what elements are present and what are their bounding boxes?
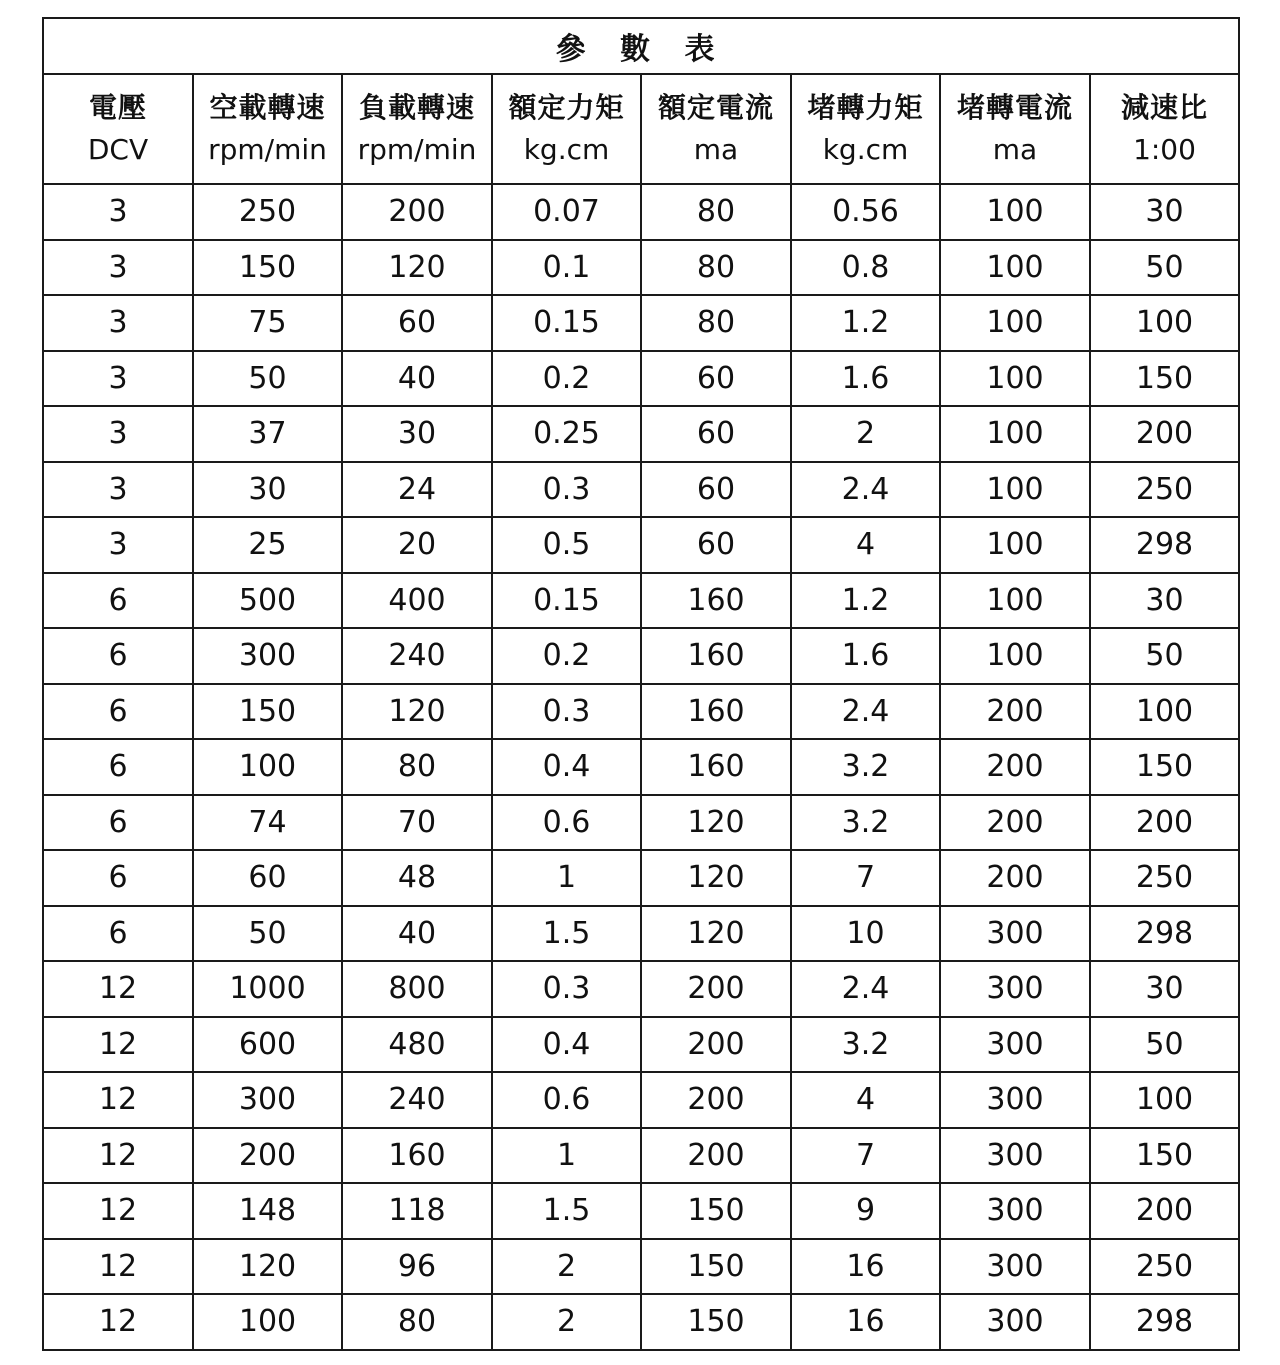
table-row bbox=[43, 351, 1239, 407]
column-header-unit: ma bbox=[992, 133, 1038, 166]
table-cell: 118 bbox=[342, 1183, 492, 1239]
table-cell: 200 bbox=[342, 184, 492, 240]
table-cell: 300 bbox=[940, 1239, 1090, 1295]
table-cell: 12 bbox=[43, 1072, 193, 1128]
table-cell: 9 bbox=[791, 1183, 940, 1239]
table-cell: 100 bbox=[940, 517, 1090, 573]
table-cell: 200 bbox=[1090, 1183, 1239, 1239]
table-cell: 6 bbox=[43, 573, 193, 629]
table-cell: 12 bbox=[43, 961, 193, 1017]
table-cell: 100 bbox=[940, 295, 1090, 351]
table-row bbox=[43, 1017, 1239, 1073]
table-row bbox=[43, 628, 1239, 684]
table-cell: 60 bbox=[641, 462, 791, 518]
table-cell: 100 bbox=[940, 573, 1090, 629]
table-cell: 148 bbox=[193, 1183, 342, 1239]
table-cell: 200 bbox=[641, 1017, 791, 1073]
table-cell: 300 bbox=[940, 1017, 1090, 1073]
table-cell: 30 bbox=[1090, 961, 1239, 1017]
column-header bbox=[940, 74, 1090, 184]
table-cell: 0.2 bbox=[492, 628, 641, 684]
table-cell: 300 bbox=[940, 1294, 1090, 1350]
table-cell: 120 bbox=[342, 240, 492, 296]
table-cell: 3 bbox=[43, 351, 193, 407]
table-cell: 300 bbox=[193, 628, 342, 684]
table-cell: 298 bbox=[1090, 517, 1239, 573]
table-cell: 30 bbox=[342, 406, 492, 462]
table-cell: 1 bbox=[492, 1128, 641, 1184]
table-cell: 3 bbox=[43, 240, 193, 296]
table-cell: 75 bbox=[193, 295, 342, 351]
table-cell: 60 bbox=[641, 406, 791, 462]
table-cell: 37 bbox=[193, 406, 342, 462]
table-cell: 7 bbox=[791, 850, 940, 906]
table-row bbox=[43, 1294, 1239, 1350]
table-cell: 0.3 bbox=[492, 961, 641, 1017]
table-cell: 250 bbox=[193, 184, 342, 240]
table-cell: 150 bbox=[641, 1239, 791, 1295]
table-cell: 100 bbox=[193, 1294, 342, 1350]
table-cell: 100 bbox=[940, 240, 1090, 296]
table-row bbox=[43, 906, 1239, 962]
table-cell: 200 bbox=[1090, 406, 1239, 462]
table-cell: 160 bbox=[342, 1128, 492, 1184]
table-cell: 200 bbox=[641, 1072, 791, 1128]
table-row bbox=[43, 573, 1239, 629]
table-cell: 25 bbox=[193, 517, 342, 573]
table-cell: 80 bbox=[342, 739, 492, 795]
table-cell: 200 bbox=[940, 684, 1090, 740]
column-header-label: 額定力矩 bbox=[508, 91, 625, 124]
table-cell: 0.6 bbox=[492, 795, 641, 851]
table-cell: 240 bbox=[342, 1072, 492, 1128]
table-row bbox=[43, 684, 1239, 740]
table-cell: 60 bbox=[342, 295, 492, 351]
table-cell: 100 bbox=[1090, 295, 1239, 351]
table-cell: 600 bbox=[193, 1017, 342, 1073]
table-cell: 50 bbox=[193, 351, 342, 407]
table-cell: 1.2 bbox=[791, 573, 940, 629]
table-body bbox=[43, 184, 1239, 1350]
table-cell: 60 bbox=[641, 517, 791, 573]
table-cell: 100 bbox=[940, 406, 1090, 462]
table-cell: 160 bbox=[641, 628, 791, 684]
table-cell: 150 bbox=[641, 1294, 791, 1350]
table-cell: 1.6 bbox=[791, 628, 940, 684]
table-cell: 80 bbox=[641, 295, 791, 351]
header-row bbox=[43, 74, 1239, 184]
table-row bbox=[43, 406, 1239, 462]
table-cell: 80 bbox=[342, 1294, 492, 1350]
table-row bbox=[43, 1128, 1239, 1184]
table-cell: 0.5 bbox=[492, 517, 641, 573]
table-cell: 200 bbox=[641, 1128, 791, 1184]
table-cell: 0.6 bbox=[492, 1072, 641, 1128]
column-header-unit: 1:00 bbox=[1133, 133, 1196, 166]
table-cell: 12 bbox=[43, 1239, 193, 1295]
table-cell: 3 bbox=[43, 184, 193, 240]
table-cell: 200 bbox=[641, 961, 791, 1017]
column-header-unit: kg.cm bbox=[822, 133, 909, 166]
table-cell: 60 bbox=[641, 351, 791, 407]
table-cell: 100 bbox=[1090, 1072, 1239, 1128]
table-row bbox=[43, 1072, 1239, 1128]
table-cell: 1.6 bbox=[791, 351, 940, 407]
table-title: 參 數 表 bbox=[43, 18, 1239, 74]
table-cell: 0.3 bbox=[492, 462, 641, 518]
parameter-table bbox=[42, 17, 1240, 1351]
column-header bbox=[342, 74, 492, 184]
table-row bbox=[43, 739, 1239, 795]
table-cell: 12 bbox=[43, 1017, 193, 1073]
table-cell: 300 bbox=[940, 1072, 1090, 1128]
table-row bbox=[43, 961, 1239, 1017]
table-cell: 0.56 bbox=[791, 184, 940, 240]
table-cell: 1.5 bbox=[492, 906, 641, 962]
table-cell: 300 bbox=[940, 961, 1090, 1017]
table-cell: 2.4 bbox=[791, 462, 940, 518]
table-cell: 2 bbox=[791, 406, 940, 462]
table-cell: 6 bbox=[43, 628, 193, 684]
column-header-unit: kg.cm bbox=[523, 133, 610, 166]
table-cell: 3 bbox=[43, 295, 193, 351]
table-cell: 16 bbox=[791, 1294, 940, 1350]
table-cell: 2.4 bbox=[791, 684, 940, 740]
table-cell: 300 bbox=[193, 1072, 342, 1128]
table-cell: 800 bbox=[342, 961, 492, 1017]
table-cell: 2.4 bbox=[791, 961, 940, 1017]
table-cell: 3 bbox=[43, 517, 193, 573]
column-header-label: 減速比 bbox=[1121, 91, 1209, 124]
table-cell: 3 bbox=[43, 462, 193, 518]
table-cell: 80 bbox=[641, 240, 791, 296]
table-cell: 7 bbox=[791, 1128, 940, 1184]
table-cell: 0.8 bbox=[791, 240, 940, 296]
table-cell: 12 bbox=[43, 1183, 193, 1239]
table-cell: 1.5 bbox=[492, 1183, 641, 1239]
column-header-label: 電壓 bbox=[88, 91, 147, 124]
table-cell: 200 bbox=[940, 795, 1090, 851]
table-cell: 6 bbox=[43, 684, 193, 740]
column-header-unit: rpm/min bbox=[357, 133, 477, 166]
table-cell: 150 bbox=[1090, 1128, 1239, 1184]
column-header bbox=[641, 74, 791, 184]
column-header-label: 堵轉電流 bbox=[956, 91, 1073, 124]
table-cell: 100 bbox=[1090, 684, 1239, 740]
table-cell: 20 bbox=[342, 517, 492, 573]
table-row bbox=[43, 517, 1239, 573]
table-cell: 298 bbox=[1090, 906, 1239, 962]
table-cell: 3.2 bbox=[791, 1017, 940, 1073]
table-cell: 12 bbox=[43, 1128, 193, 1184]
table-cell: 16 bbox=[791, 1239, 940, 1295]
table-row bbox=[43, 850, 1239, 906]
table-cell: 12 bbox=[43, 1294, 193, 1350]
table-cell: 120 bbox=[342, 684, 492, 740]
table-cell: 160 bbox=[641, 684, 791, 740]
table-cell: 2 bbox=[492, 1294, 641, 1350]
table-cell: 48 bbox=[342, 850, 492, 906]
table-cell: 250 bbox=[1090, 850, 1239, 906]
table-cell: 150 bbox=[641, 1183, 791, 1239]
table-cell: 200 bbox=[940, 739, 1090, 795]
table-cell: 300 bbox=[940, 906, 1090, 962]
table-cell: 400 bbox=[342, 573, 492, 629]
table-cell: 0.15 bbox=[492, 573, 641, 629]
column-header-label: 額定電流 bbox=[657, 91, 774, 124]
table-cell: 0.07 bbox=[492, 184, 641, 240]
column-header-label: 空載轉速 bbox=[209, 91, 326, 124]
table-cell: 30 bbox=[1090, 573, 1239, 629]
table-cell: 4 bbox=[791, 517, 940, 573]
column-header-unit: DCV bbox=[87, 133, 149, 166]
table-cell: 0.4 bbox=[492, 739, 641, 795]
table-cell: 250 bbox=[1090, 462, 1239, 518]
column-header bbox=[1090, 74, 1239, 184]
table-cell: 50 bbox=[193, 906, 342, 962]
table-cell: 80 bbox=[641, 184, 791, 240]
table-cell: 0.2 bbox=[492, 351, 641, 407]
table-cell: 300 bbox=[940, 1128, 1090, 1184]
table-cell: 480 bbox=[342, 1017, 492, 1073]
table-cell: 60 bbox=[193, 850, 342, 906]
table-cell: 240 bbox=[342, 628, 492, 684]
column-header-label: 負載轉速 bbox=[358, 91, 475, 124]
table-cell: 0.3 bbox=[492, 684, 641, 740]
table-cell: 160 bbox=[641, 573, 791, 629]
table-cell: 0.4 bbox=[492, 1017, 641, 1073]
table-cell: 50 bbox=[1090, 1017, 1239, 1073]
table-cell: 100 bbox=[940, 184, 1090, 240]
table-row bbox=[43, 184, 1239, 240]
column-header-unit: ma bbox=[693, 133, 739, 166]
table-cell: 1000 bbox=[193, 961, 342, 1017]
table-cell: 6 bbox=[43, 850, 193, 906]
table-cell: 50 bbox=[1090, 628, 1239, 684]
table-cell: 3 bbox=[43, 406, 193, 462]
table-cell: 24 bbox=[342, 462, 492, 518]
table-cell: 70 bbox=[342, 795, 492, 851]
table-cell: 0.15 bbox=[492, 295, 641, 351]
table-cell: 300 bbox=[940, 1183, 1090, 1239]
column-header bbox=[791, 74, 940, 184]
table-cell: 120 bbox=[641, 850, 791, 906]
table-cell: 100 bbox=[940, 462, 1090, 518]
table-cell: 500 bbox=[193, 573, 342, 629]
table-cell: 40 bbox=[342, 906, 492, 962]
table-cell: 10 bbox=[791, 906, 940, 962]
table-cell: 120 bbox=[641, 906, 791, 962]
column-header bbox=[193, 74, 342, 184]
table-cell: 96 bbox=[342, 1239, 492, 1295]
table-cell: 40 bbox=[342, 351, 492, 407]
table-cell: 0.25 bbox=[492, 406, 641, 462]
table-cell: 250 bbox=[1090, 1239, 1239, 1295]
title-row bbox=[43, 18, 1239, 74]
table-cell: 200 bbox=[193, 1128, 342, 1184]
table-cell: 2 bbox=[492, 1239, 641, 1295]
table-cell: 6 bbox=[43, 739, 193, 795]
table-cell: 200 bbox=[1090, 795, 1239, 851]
table-cell: 74 bbox=[193, 795, 342, 851]
table-cell: 100 bbox=[193, 739, 342, 795]
table-row bbox=[43, 295, 1239, 351]
column-header bbox=[492, 74, 641, 184]
table-cell: 120 bbox=[641, 795, 791, 851]
table-cell: 200 bbox=[940, 850, 1090, 906]
table-row bbox=[43, 462, 1239, 518]
table-cell: 30 bbox=[193, 462, 342, 518]
table-cell: 30 bbox=[1090, 184, 1239, 240]
table-cell: 160 bbox=[641, 739, 791, 795]
table-row bbox=[43, 1183, 1239, 1239]
table-cell: 100 bbox=[940, 351, 1090, 407]
column-header bbox=[43, 74, 193, 184]
table-cell: 4 bbox=[791, 1072, 940, 1128]
table-cell: 1 bbox=[492, 850, 641, 906]
table-cell: 298 bbox=[1090, 1294, 1239, 1350]
table-cell: 150 bbox=[193, 684, 342, 740]
table-cell: 6 bbox=[43, 795, 193, 851]
table-cell: 3.2 bbox=[791, 739, 940, 795]
table-cell: 50 bbox=[1090, 240, 1239, 296]
table-cell: 120 bbox=[193, 1239, 342, 1295]
table-cell: 1.2 bbox=[791, 295, 940, 351]
table-row bbox=[43, 240, 1239, 296]
table-cell: 6 bbox=[43, 906, 193, 962]
column-header-unit: rpm/min bbox=[208, 133, 327, 166]
table-cell: 0.1 bbox=[492, 240, 641, 296]
table-row bbox=[43, 795, 1239, 851]
table-cell: 3.2 bbox=[791, 795, 940, 851]
table-cell: 150 bbox=[193, 240, 342, 296]
table-row bbox=[43, 1239, 1239, 1295]
table-cell: 100 bbox=[940, 628, 1090, 684]
table-cell: 150 bbox=[1090, 739, 1239, 795]
column-header-label: 堵轉力矩 bbox=[807, 91, 924, 124]
table-cell: 150 bbox=[1090, 351, 1239, 407]
